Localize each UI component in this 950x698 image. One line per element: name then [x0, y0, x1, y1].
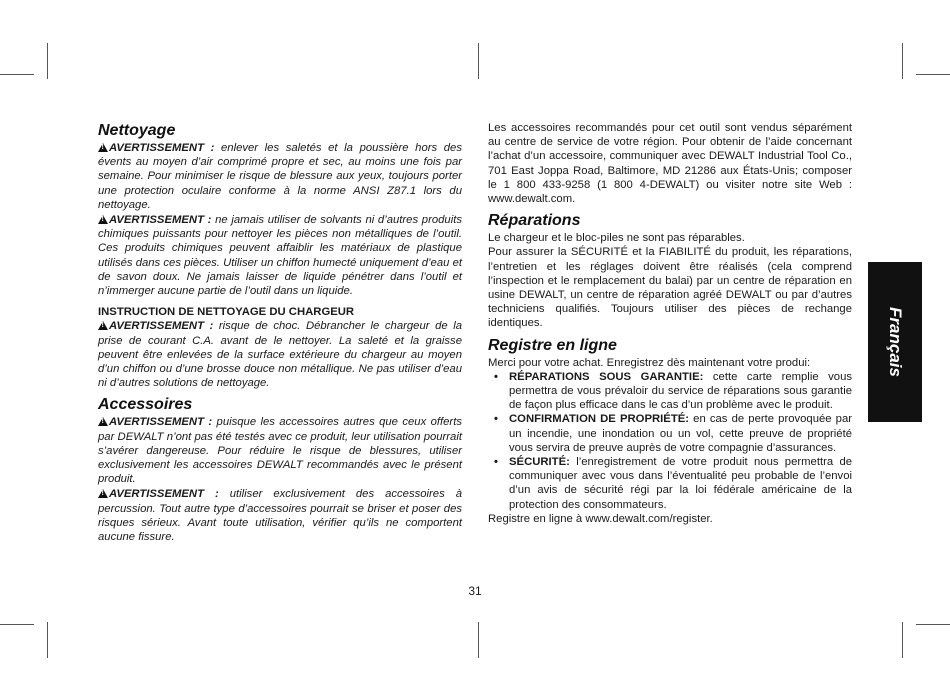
benefit-text: cette carte remplie vous permettra de vous prévaloir du service de réparations sous garantie de façon plus efficace dans le cas d’un problème avec le produit. — [509, 370, 852, 412]
warning-text: enlever les saletés et la poussière hors des évents au moyen d’air comprimé propre et sec, au moins une fois par semaine. Pour minimiser le risque de blessure aux yeux, toujours porter une protection oculaire conforme à la norme ANSI Z87.1 lors du nettoyage. — [98, 142, 462, 211]
repairs-paragraph: Pour assurer la SÉCURITÉ et la FIABILITÉ du produit, les réparations, l’entretien et les réglages doivent être réalisés (cela comprend l’inspection et le remplacement du balai) par un centre de réparation en usine DEWALT, un centre de réparation agréé DEWALT ou par d’autres techniciens qualifiés. Toujours utiliser des pièces de rechange identiques. — [488, 246, 852, 330]
accessories-intro: Les accessoires recommandés pour cet outil sont vendus séparément au centre de service de votre région. Pour obtenir de l’aide concernant l’achat d’un accessoire, communiquer avec DEWALT Industrial Tool Co., 701 East Joppa Road, Baltimore, MD 21286 aux États-Unis; composer le 1 800 433-9258 (1 800 4-DEWALT) ou visiter notre site Web : www.dewalt.com. — [488, 122, 852, 206]
list-item — [488, 412, 852, 455]
warning-text: puisque les accessoires autres que ceux offerts par DEWALT n’ont pas été testés avec ce produit, leur utilisation pourrait s’avérer dangereuse. Pour réduire le risque de blessures, utiliser exclusivement les accessoires DEWALT recommandés avec le présent produit. — [98, 416, 462, 486]
warning-label: AVERTISSEMENT : — [109, 416, 213, 429]
crop-mark — [478, 622, 479, 658]
warning-text: utiliser exclusivement des accessoires à percussion. Tout autre type d’accessoires pourrait se briser et poser des risques sérieux. Avant toute utilisation, vérifier qu’ils ne comportent aucune fissure. — [98, 488, 462, 544]
benefit-label: SÉCURITÉ: — [509, 456, 570, 469]
right-column — [488, 121, 852, 526]
benefit-text: en cas de perte provoquée par un incendie, une inondation ou un vol, cette preuve de propriété vous servira de preuve auprès de votre compagnie d’assurances. — [509, 413, 853, 454]
bullet-icon: • — [494, 456, 498, 469]
repairs-note: Le chargeur et le bloc-piles ne sont pas réparables. — [488, 232, 745, 245]
warning-label: AVERTISSEMENT : — [109, 488, 219, 501]
registration-intro: Merci pour votre achat. Enregistrez dès maintenant votre produi: — [488, 356, 811, 369]
benefit-label: CONFIRMATION DE PROPRIÉTÉ: — [509, 413, 690, 426]
warning-paragraph — [98, 141, 462, 212]
warning-triangle-icon — [98, 321, 108, 330]
page-number: 31 — [468, 584, 482, 598]
crop-mark — [902, 622, 903, 658]
warning-label: AVERTISSEMENT : — [109, 320, 214, 333]
crop-mark — [478, 43, 479, 79]
crop-mark — [916, 74, 950, 75]
warning-triangle-icon — [98, 417, 108, 426]
warning-text: ne jamais utiliser de solvants ni d’autres produits chimiques puissants pour nettoyer les pièces non métalliques de l’outil. Ces produits chimiques peuvent affaiblir les matériaux de plastique utilisés dans ces pièces. Utiliser un chiffon humecté uniquement d’eau et de savon doux. Ne jamais laisser de liquide pénétrer dans l’outil et n’immerger aucune partie de l’outil dans un liquide. — [98, 214, 462, 298]
warning-paragraph — [98, 487, 462, 544]
warning-paragraph — [98, 213, 462, 298]
warning-paragraph — [98, 415, 462, 486]
benefit-text: l’enregistrement de votre produit nous permettra de communiquer avec vous dans l’éventualité peu probable de l’envoi d’un avis de sécurité régi par la loi fédérale américaine de la protection des consommateurs. — [509, 456, 853, 511]
registration-url: Registre en ligne à www.dewalt.com/register. — [488, 512, 713, 525]
heading-nettoyage: Nettoyage — [98, 122, 176, 139]
warning-label: AVERTISSEMENT : — [109, 214, 212, 227]
crop-mark — [916, 624, 950, 625]
warning-triangle-icon — [98, 215, 108, 224]
list-item — [488, 370, 852, 413]
warning-text: risque de choc. Débrancher le chargeur de la prise de courant C.A. avant de le nettoyer. La saleté et la graisse peuvent être enlevées de la surface extérieure du chargeur au moyen d’un chiffon ou d’une brosse douce non métallique. Ne pas utiliser d’eau ni d’autres solutions de nettoyage. — [98, 320, 462, 390]
crop-mark — [0, 624, 34, 625]
warning-paragraph — [98, 319, 462, 390]
crop-mark — [902, 43, 903, 79]
heading-registre: Registre en ligne — [488, 336, 617, 354]
heading-reparations: Réparations — [488, 212, 581, 230]
crop-mark — [47, 622, 48, 658]
bullet-icon: • — [494, 413, 498, 426]
language-tab-label: Français — [886, 307, 905, 377]
bullet-icon: • — [494, 370, 498, 383]
warning-triangle-icon — [98, 143, 108, 152]
left-column — [98, 121, 462, 544]
heading-charger-cleaning: INSTRUCTION DE NETTOYAGE DU CHARGEUR — [98, 306, 355, 319]
crop-mark — [47, 43, 48, 79]
registration-benefits-list — [488, 370, 852, 512]
warning-triangle-icon — [98, 489, 108, 498]
language-tab — [868, 262, 922, 422]
crop-mark — [0, 74, 34, 75]
heading-accessoires: Accessoires — [98, 396, 193, 414]
list-item — [488, 455, 852, 512]
warning-label: AVERTISSEMENT : — [109, 142, 215, 154]
benefit-label: RÉPARATIONS SOUS GARANTIE: — [509, 370, 704, 383]
